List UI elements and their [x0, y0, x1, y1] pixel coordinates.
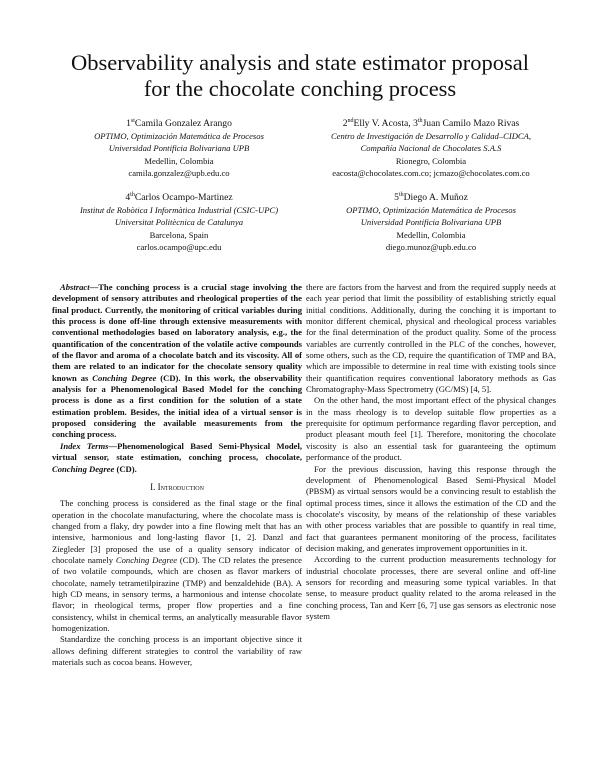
- author-affiliation: OPTIMO, Optimización Matemática de Procesos: [346, 205, 516, 216]
- author-name: 1stCamila Gonzalez Arango: [126, 118, 232, 129]
- body-paragraph: On the other hand, the most important effect of the physical changes in the mass rheology is to develop suitable flow properties as a prerequisite for optimum performance regarding flavor perception, and product pleasant mouth feel [1]. Therefore, monitoring the chocolate viscosity is also an essential task for guaranteeing the optimum performance of the product.: [306, 395, 556, 463]
- author-email: carlos.ocampo@upc.edu: [136, 241, 222, 252]
- body-paragraph: Standardize the conching process is an important objective since it allows defining different strategies to control the variability of raw materials such as cocoa beans. However,: [52, 634, 302, 667]
- author-email: diego.munoz@upb.edu.co: [385, 241, 477, 252]
- author-name: 5thDiego A. Muñoz: [394, 192, 468, 203]
- author-city: Barcelona, Spain: [149, 229, 209, 240]
- author-block-5: [296, 192, 566, 253]
- author-city: Medellin, Colombia: [144, 155, 214, 166]
- title-line-2: for the chocolate conching process: [143, 76, 457, 101]
- abstract-label: Abstract: [60, 282, 90, 292]
- author-affiliation: Universitat Politècnica de Catalunya: [114, 217, 244, 228]
- author-name: 4thCarlos Ocampo-Martinez: [125, 192, 233, 203]
- author-affiliation: Centro de Investigación de Desarrollo y Calidad–CIDCA,: [330, 131, 532, 142]
- author-email: camila.gonzalez@upb.edu.co: [128, 167, 230, 178]
- abstract: Abstract—The conching process is a crucial stage involving the development of sensory attributes and rheological properties of the final product. Currently, the monitoring of critical variables during this process is done off-line through extensive measurements with conventional methodologies based on laboratory analysis, e.g., the quantification of the concentration of the volatile active compounds of the flavor and aroma of a chocolate batch and its viscosity. All of them are related to an indicator for the chocolate sensory quality known as Conching Degree (CD). In this work, the observability analysis for a Phenomenological Based Model for the conching process is done as a first condition for the solution of a state estimation problem. Besides, the initial idea of a virtual sensor is proposed considering the available measurements from the conching process.: [52, 282, 302, 440]
- author-city: Rionegro, Colombia: [395, 155, 467, 166]
- body-paragraph: According to the current production measurements technology for industrial chocolate processes, there are several online and off-line sensors for recording and measuring some typical variables. In that sense, to measure product quality related to the aroma released in the conching process, Tan and Kerr [6, 7] use gas sensors as electronic nose system: [306, 554, 556, 621]
- author-block-1: [44, 118, 314, 179]
- paper-title: [40, 50, 560, 102]
- author-block-4: [44, 192, 314, 253]
- body-paragraph: The conching process is considered as the final stage or the final operation in the chocolate manufacturing, where the chocolate mass is changed from a flaky, dry powder into a fine flowing melt that has an intensive, harmonious and long-lasting flavor [1, 2]. Danzl and Ziegleder [3] proposed the use of a quality sensory indicator of chocolate namely Conching Degree (CD). The CD relates the presence of two volatile compounds, which are chosen as flavor markers of chocolate, namely tetrametilpirazine (TMP) and benzaldehide (BA). A high CD means, in sensory terms, a harmonious and intense chocolate flavor; in rheological terms, proper flow properties and a fine consistency, whilst in chemical terms, an analytically measurable flavor homogenization.: [52, 498, 302, 633]
- right-column: [306, 282, 556, 622]
- author-affiliation: Universidad Pontificia Bolivariana UPB: [108, 143, 250, 154]
- index-terms: Index Terms—Phenomenological Based Semi-Physical Model, virtual sensor, state estimation, conching process, chocolate, Conching Degree (CD).: [52, 440, 302, 474]
- body-paragraph: For the previous discussion, having this response through the development of Phenomenological Based Semi-Physical Model (PBSM) as virtual sensors would be a convincing result to establish the optimal process times, since it allows the estimation of the CD and the chocolate's viscosity, by means of the relationship of these variables with other process variables that are possible to quantify in real time, fact that guarantees permanent monitoring of the process, facilitates decision making, and generates improvement opportunities in it.: [306, 463, 556, 553]
- author-email: eacosta@chocolates.com.co; jcmazo@chocolates.com.co: [332, 167, 530, 178]
- author-affiliation: Compañía Nacional de Chocolates S.A.S: [360, 143, 502, 154]
- section-heading: I. Introduction: [150, 481, 204, 492]
- author-affiliation: Institut de Robòtica I Informàtica Industrial (CSIC-UPC): [79, 205, 279, 216]
- author-affiliation: Universidad Pontificia Bolivariana UPB: [360, 217, 502, 228]
- author-affiliation: OPTIMO, Optimización Matemática de Procesos: [94, 131, 264, 142]
- left-column: [52, 282, 302, 668]
- title-line-1: Observability analysis and state estimator proposal: [70, 50, 530, 75]
- body-paragraph: there are factors from the harvest and from the required supply needs at each year period that limit the possibility of establishing strictly equal initial conditions. Additionally, during the conching it is important to monitor different chemical, physical and rheological process variables for the final determination of the product quality. Some of the process variables are currently controlled in the PLC of the conches, however, some others, such as the CD, require the quantification of TMP and BA, which are impossible to determine in real time with existing tools since their quantification requires conventional laboratory methods as Gas Chromatography-Mass Spectrometry (GC/MS) [4, 5].: [306, 282, 556, 395]
- author-city: Medellin, Colombia: [396, 229, 466, 240]
- author-name: 2ndElly V. Acosta, 3thJuan Camilo Mazo Rivas: [342, 118, 520, 129]
- author-block-2: [296, 118, 566, 179]
- index-terms-label: Index Terms: [60, 440, 109, 451]
